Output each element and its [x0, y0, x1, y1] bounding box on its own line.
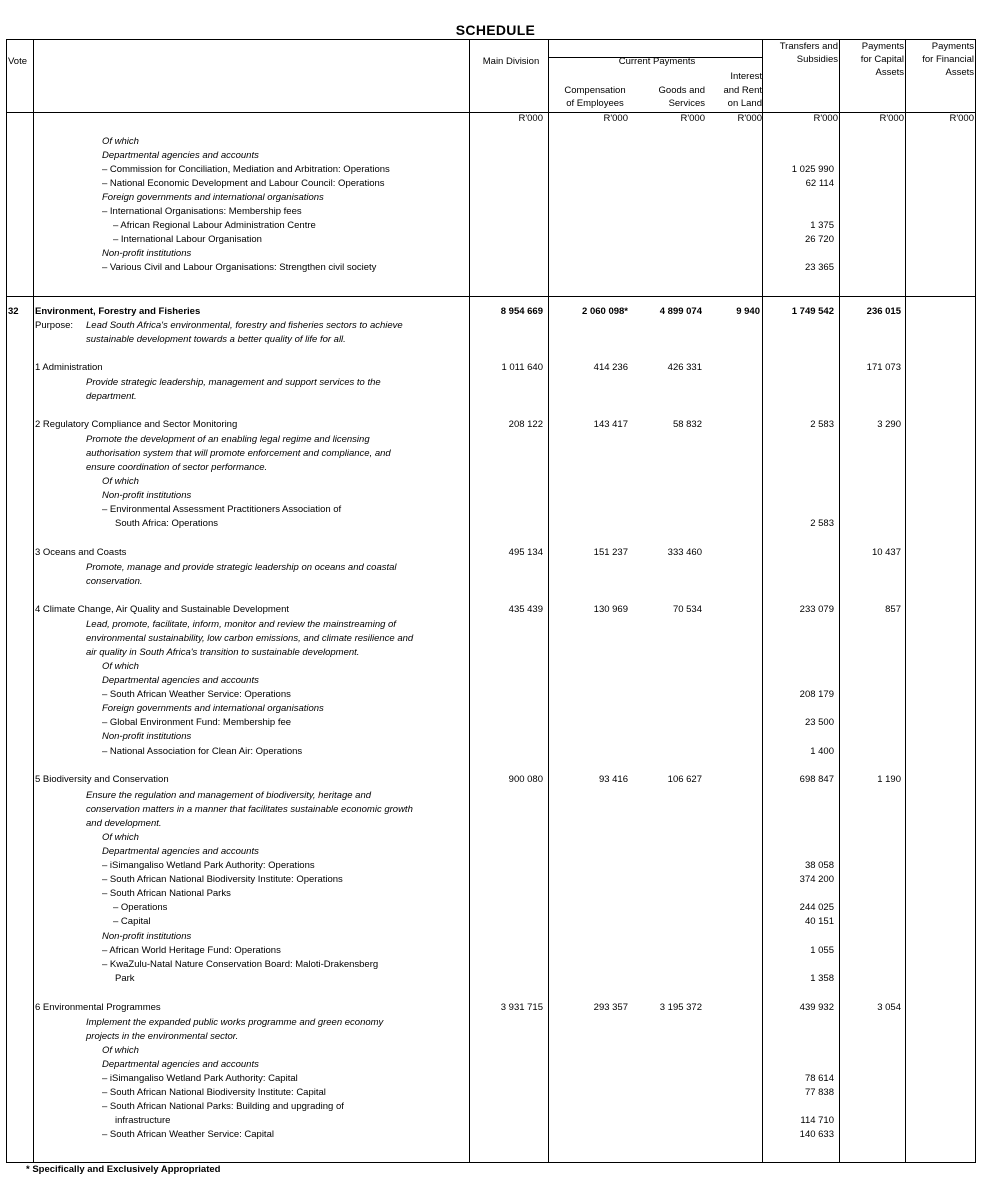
- row-description: – South African National Parks: Building and upgrading of: [102, 1101, 344, 1112]
- capital-assets-value: 171 073: [866, 362, 901, 373]
- goods-services-value: 3 195 372: [659, 1002, 702, 1013]
- goods-services-value: 70 534: [672, 604, 702, 615]
- col-border: [548, 39, 549, 1163]
- capital-assets-value: 857: [885, 604, 901, 615]
- row-description: – iSimangaliso Wetland Park Authority: Capital: [102, 1073, 298, 1084]
- vote-number: 32: [8, 306, 19, 317]
- main-division-value: 3 931 715: [500, 1002, 543, 1013]
- capital-assets-value: 3 290: [877, 419, 901, 430]
- transfers-value: 2 583: [810, 518, 834, 529]
- compensation-value: 93 416: [598, 774, 628, 785]
- transfers-value: 62 114: [805, 178, 834, 189]
- goods-services-value: 106 627: [667, 774, 702, 785]
- row-description: – African Regional Labour Administration Centre: [113, 220, 316, 231]
- row-description: – South African National Parks: [102, 888, 231, 899]
- capital-assets-value: 1 190: [877, 774, 901, 785]
- main-division-value: 1 011 640: [501, 362, 543, 373]
- row-description: Non-profit institutions: [102, 931, 192, 942]
- unit-transfers: R'000: [813, 113, 838, 124]
- row-description: – Various Civil and Labour Organisations: Strengthen civil society: [102, 262, 377, 273]
- transfers-value: 77 838: [804, 1087, 834, 1098]
- col-border: [905, 39, 906, 1163]
- compensation-value: 2 060 098*: [582, 306, 628, 317]
- transfers-value: 1 400: [810, 746, 834, 757]
- col-border: [762, 39, 763, 1163]
- row-description: Lead, promote, facilitate, inform, monitor and review the mainstreaming of: [86, 619, 396, 630]
- row-description: sustainable development towards a better quality of life for all.: [86, 334, 346, 345]
- row-description: Of which: [102, 136, 139, 147]
- capital-assets-value: 10 437: [871, 547, 901, 558]
- transfers-value: 374 200: [799, 874, 834, 885]
- row-description: – International Labour Organisation: [113, 234, 262, 245]
- header-transfers-1: Transfers and: [779, 41, 838, 52]
- row-description: 1 Administration: [35, 362, 103, 373]
- col-border: [975, 39, 976, 1163]
- transfers-value: 26 720: [804, 234, 834, 245]
- interest-value: 9 940: [736, 306, 760, 317]
- row-description: Departmental agencies and accounts: [102, 150, 259, 161]
- row-description: – South African Weather Service: Capital: [102, 1129, 274, 1140]
- table-bottom-border: [6, 1162, 976, 1163]
- header-capital-2: for Capital: [860, 54, 904, 65]
- row-description: – Operations: [113, 902, 168, 913]
- col-border: [33, 39, 34, 1163]
- row-description: Departmental agencies and accounts: [102, 1059, 259, 1070]
- row-description: 4 Climate Change, Air Quality and Sustainable Development: [35, 604, 290, 615]
- header-transfers-2: Subsidies: [796, 54, 838, 65]
- goods-services-value: 58 832: [672, 419, 702, 430]
- unit-financial: R'000: [949, 113, 974, 124]
- row-description: – iSimangaliso Wetland Park Authority: Operations: [102, 860, 315, 871]
- row-description: South Africa: Operations: [115, 518, 218, 529]
- transfers-value: 439 932: [799, 1002, 834, 1013]
- row-description: – KwaZulu-Natal Nature Conservation Board: Maloti-Drakensberg: [102, 959, 379, 970]
- row-description: Promote the development of an enabling legal regime and licensing: [86, 434, 370, 445]
- row-description: Non-profit institutions: [102, 490, 192, 501]
- unit-interest: R'000: [737, 113, 762, 124]
- row-description: Of which: [102, 476, 139, 487]
- header-vote: Vote: [8, 56, 28, 67]
- row-description: Foreign governments and international organisations: [102, 703, 324, 714]
- header-compensation-1: Compensation: [564, 85, 626, 96]
- header-interest-1: Interest: [730, 71, 762, 82]
- row-description: department.: [86, 391, 137, 402]
- row-description: Departmental agencies and accounts: [102, 675, 259, 686]
- capital-assets-value: 3 054: [877, 1002, 901, 1013]
- row-description: projects in the environmental sector.: [86, 1031, 239, 1042]
- row-description: Provide strategic leadership, management and support services to the: [86, 377, 381, 388]
- transfers-value: 1 749 542: [791, 306, 834, 317]
- header-financial-3: Assets: [945, 67, 974, 78]
- header-financial-1: Payments: [931, 41, 974, 52]
- unit-goods: R'000: [680, 113, 705, 124]
- row-description: Promote, manage and provide strategic leadership on oceans and coastal: [86, 562, 397, 573]
- row-description: – Global Environment Fund: Membership fee: [102, 717, 292, 728]
- header-capital-1: Payments: [861, 41, 904, 52]
- schedule-title: SCHEDULE: [455, 22, 536, 38]
- transfers-value: 23 365: [804, 262, 834, 273]
- row-description: 3 Oceans and Coasts: [35, 547, 127, 558]
- row-description: infrastructure: [115, 1115, 171, 1126]
- row-description: – South African National Biodiversity Institute: Capital: [102, 1087, 326, 1098]
- col-border: [839, 39, 840, 1163]
- compensation-value: 143 417: [593, 419, 628, 430]
- row-description: Purpose:: [35, 320, 74, 331]
- row-description: Of which: [102, 661, 139, 672]
- transfers-value: 1 055: [810, 945, 834, 956]
- row-description: – African World Heritage Fund: Operations: [102, 945, 281, 956]
- transfers-value: 1 358: [810, 973, 834, 984]
- header-capital-3: Assets: [875, 67, 904, 78]
- compensation-value: 130 969: [593, 604, 628, 615]
- row-description: authorisation system that will promote enforcement and compliance, and: [86, 448, 391, 459]
- transfers-value: 140 633: [799, 1129, 834, 1140]
- transfers-value: 698 847: [799, 774, 834, 785]
- row-description: – National Economic Development and Labour Council: Operations: [102, 178, 385, 189]
- compensation-value: 151 237: [593, 547, 628, 558]
- transfers-value: 1 375: [810, 220, 834, 231]
- row-description: Non-profit institutions: [102, 248, 192, 259]
- row-description: conservation matters in a manner that facilitates sustainable economic growth: [86, 804, 413, 815]
- row-description: Foreign governments and international organisations: [102, 192, 324, 203]
- transfers-value: 2 583: [810, 419, 834, 430]
- row-description: environmental sustainability, low carbon emissions, and climate resilience and: [86, 633, 414, 644]
- goods-services-value: 4 899 074: [659, 306, 702, 317]
- transfers-value: 208 179: [799, 689, 834, 700]
- row-description: – International Organisations: Membership fees: [102, 206, 302, 217]
- transfers-value: 40 151: [804, 916, 834, 927]
- capital-assets-value: 236 015: [866, 306, 901, 317]
- row-description: conservation.: [86, 576, 143, 587]
- row-description: Departmental agencies and accounts: [102, 846, 259, 857]
- row-description: Park: [115, 973, 135, 984]
- row-description: ensure coordination of sector performance.: [86, 462, 268, 473]
- header-compensation-2: of Employees: [566, 98, 624, 109]
- header-main-division: Main Division: [482, 56, 540, 67]
- row-description: Of which: [102, 832, 139, 843]
- footnote: * Specifically and Exclusively Appropriated: [26, 1164, 221, 1175]
- row-description: 5 Biodiversity and Conservation: [35, 774, 169, 785]
- row-description: – National Association for Clean Air: Operations: [102, 746, 303, 757]
- vote-separator: [6, 296, 976, 297]
- compensation-value: 293 357: [593, 1002, 628, 1013]
- header-interest-3: on Land: [727, 98, 762, 109]
- transfers-value: 114 710: [800, 1115, 834, 1126]
- main-division-value: 208 122: [508, 419, 543, 430]
- header-current-payments: Current Payments: [618, 56, 696, 67]
- row-description: Of which: [102, 1045, 139, 1056]
- transfers-value: 23 500: [804, 717, 834, 728]
- goods-services-value: 333 460: [667, 547, 702, 558]
- row-description: 2 Regulatory Compliance and Sector Monitoring: [35, 419, 238, 430]
- transfers-value: 1 025 990: [791, 164, 834, 175]
- row-description: – Environmental Assessment Practitioners Association of: [102, 504, 342, 515]
- transfers-value: 78 614: [804, 1073, 834, 1084]
- main-division-value: 435 439: [508, 604, 543, 615]
- row-description: Environment, Forestry and Fisheries: [35, 306, 201, 317]
- row-description: Implement the expanded public works programme and green economy: [86, 1017, 384, 1028]
- header-financial-2: for Financial: [922, 54, 974, 65]
- transfers-value: 244 025: [799, 902, 834, 913]
- row-description: 6 Environmental Programmes: [35, 1002, 161, 1013]
- unit-capital: R'000: [879, 113, 904, 124]
- header-goods-2: Services: [668, 98, 705, 109]
- compensation-value: 414 236: [593, 362, 628, 373]
- row-description: and development.: [86, 818, 162, 829]
- header-interest-2: and Rent: [723, 85, 762, 96]
- transfers-value: 233 079: [799, 604, 834, 615]
- main-division-value: 8 954 669: [500, 306, 543, 317]
- row-description: – South African Weather Service: Operations: [102, 689, 291, 700]
- row-description: – Capital: [113, 916, 151, 927]
- header-goods-1: Goods and: [658, 85, 705, 96]
- row-description: Ensure the regulation and management of biodiversity, heritage and: [86, 790, 372, 801]
- row-description: – South African National Biodiversity Institute: Operations: [102, 874, 343, 885]
- row-description: air quality in South Africa's transition to sustainable development.: [86, 647, 360, 658]
- row-description: Lead South Africa's environmental, forestry and fisheries sectors to achieve: [86, 320, 403, 331]
- unit-main-division: R'000: [518, 113, 543, 124]
- unit-compensation: R'000: [603, 113, 628, 124]
- row-description: Non-profit institutions: [102, 731, 192, 742]
- row-description: – Commission for Conciliation, Mediation and Arbitration: Operations: [102, 164, 390, 175]
- transfers-value: 38 058: [804, 860, 834, 871]
- main-division-value: 900 080: [508, 774, 543, 785]
- goods-services-value: 426 331: [667, 362, 702, 373]
- main-division-value: 495 134: [508, 547, 543, 558]
- col-border: [469, 39, 470, 1163]
- col-border: [6, 39, 7, 1163]
